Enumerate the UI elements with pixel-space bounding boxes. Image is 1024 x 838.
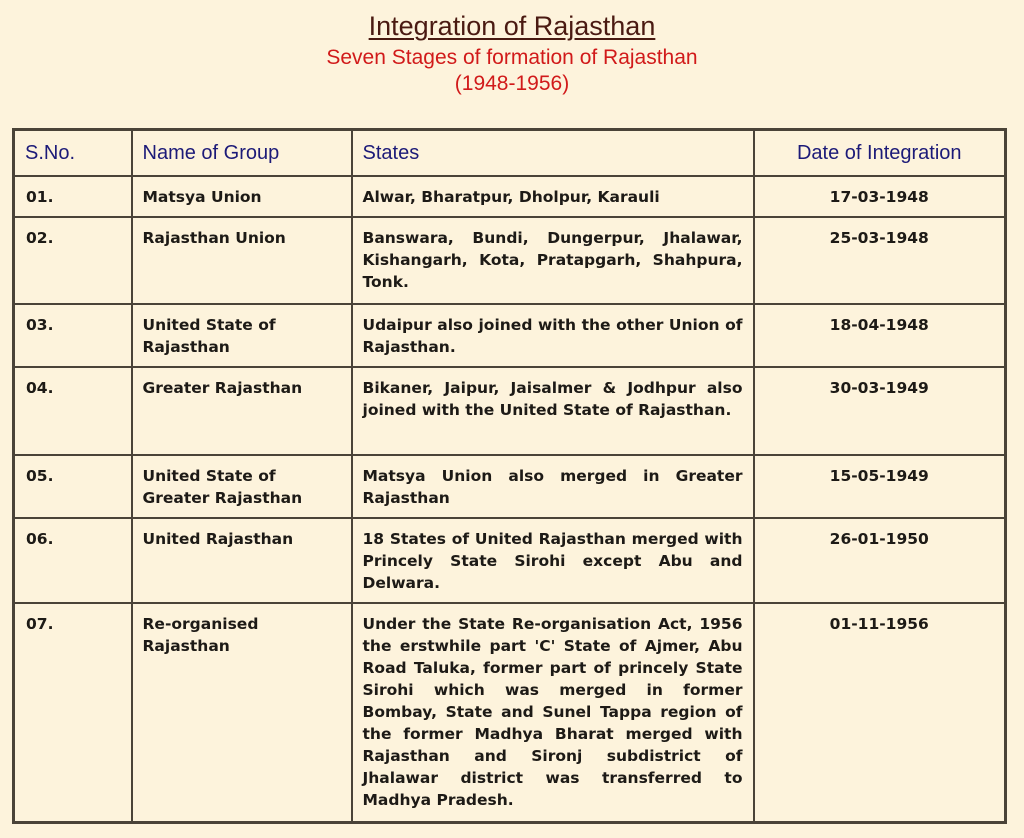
table-row: [14, 176, 1006, 217]
integration-date: 17-03-1948: [829, 188, 929, 206]
integration-stages-table: [12, 128, 1007, 824]
group-name: United State of Greater Rajasthan: [142, 467, 303, 507]
integration-date: 25-03-1948: [829, 229, 929, 247]
year-range: (1948-1956): [454, 72, 570, 95]
group-name: Re-organised Rajasthan: [142, 615, 259, 655]
states-text: Under the State Re-organisation Act, 1956 the erstwhile part 'C' State of Ajmer, Abu Road Taluka, former part of princely State Sirohi which was merged in former Bombay, State and Sunel Tappa region of the former Madhya Bharat merged with Rajasthan and Sironj subdistrict of Jhalawar district was transferred to Madhya Pradesh.: [362, 615, 743, 809]
serial-number: 02.: [26, 229, 54, 247]
integration-date: 26-01-1950: [829, 530, 929, 548]
integration-date: 01-11-1956: [829, 615, 929, 633]
states-text: Alwar, Bharatpur, Dholpur, Karauli: [362, 188, 660, 206]
page-title: Integration of Rajasthan: [368, 11, 656, 41]
table-row: [14, 603, 1006, 822]
table-row: [14, 367, 1006, 455]
states-text: 18 States of United Rajasthan merged with Princely State Sirohi except Abu and Delwara.: [362, 530, 743, 592]
group-name: United State of Rajasthan: [142, 316, 276, 356]
states-text: Bikaner, Jaipur, Jaisalmer & Jodhpur also joined with the United State of Rajasthan.: [362, 379, 743, 419]
column-header-states: States: [352, 130, 754, 177]
column-header-sno: S.No.: [14, 130, 132, 177]
table-row: [14, 304, 1006, 367]
serial-number: 05.: [26, 467, 54, 485]
group-name: United Rajasthan: [142, 530, 294, 548]
serial-number: 03.: [26, 316, 54, 334]
column-header-group: Name of Group: [132, 130, 352, 177]
table-row: [14, 455, 1006, 518]
table-row: [14, 518, 1006, 603]
serial-number: 06.: [26, 530, 54, 548]
page-header: [0, 10, 1024, 97]
table-row: [14, 217, 1006, 304]
states-text: Banswara, Bundi, Dungerpur, Jhalawar, Kishangarh, Kota, Pratapgarh, Shahpura, Tonk.: [362, 229, 743, 291]
table-header-row: [14, 130, 1006, 177]
group-name: Rajasthan Union: [142, 229, 286, 247]
group-name: Greater Rajasthan: [142, 379, 303, 397]
column-header-date: Date of Integration: [754, 130, 1006, 177]
serial-number: 04.: [26, 379, 54, 397]
serial-number: 07.: [26, 615, 54, 633]
integration-date: 18-04-1948: [829, 316, 929, 334]
integration-date: 30-03-1949: [829, 379, 929, 397]
serial-number: 01.: [26, 188, 54, 206]
integration-date: 15-05-1949: [829, 467, 929, 485]
states-text: Udaipur also joined with the other Union of Rajasthan.: [362, 316, 743, 356]
group-name: Matsya Union: [142, 188, 262, 206]
states-text: Matsya Union also merged in Greater Rajasthan: [362, 467, 743, 507]
page-subtitle: Seven Stages of formation of Rajasthan: [326, 46, 698, 69]
